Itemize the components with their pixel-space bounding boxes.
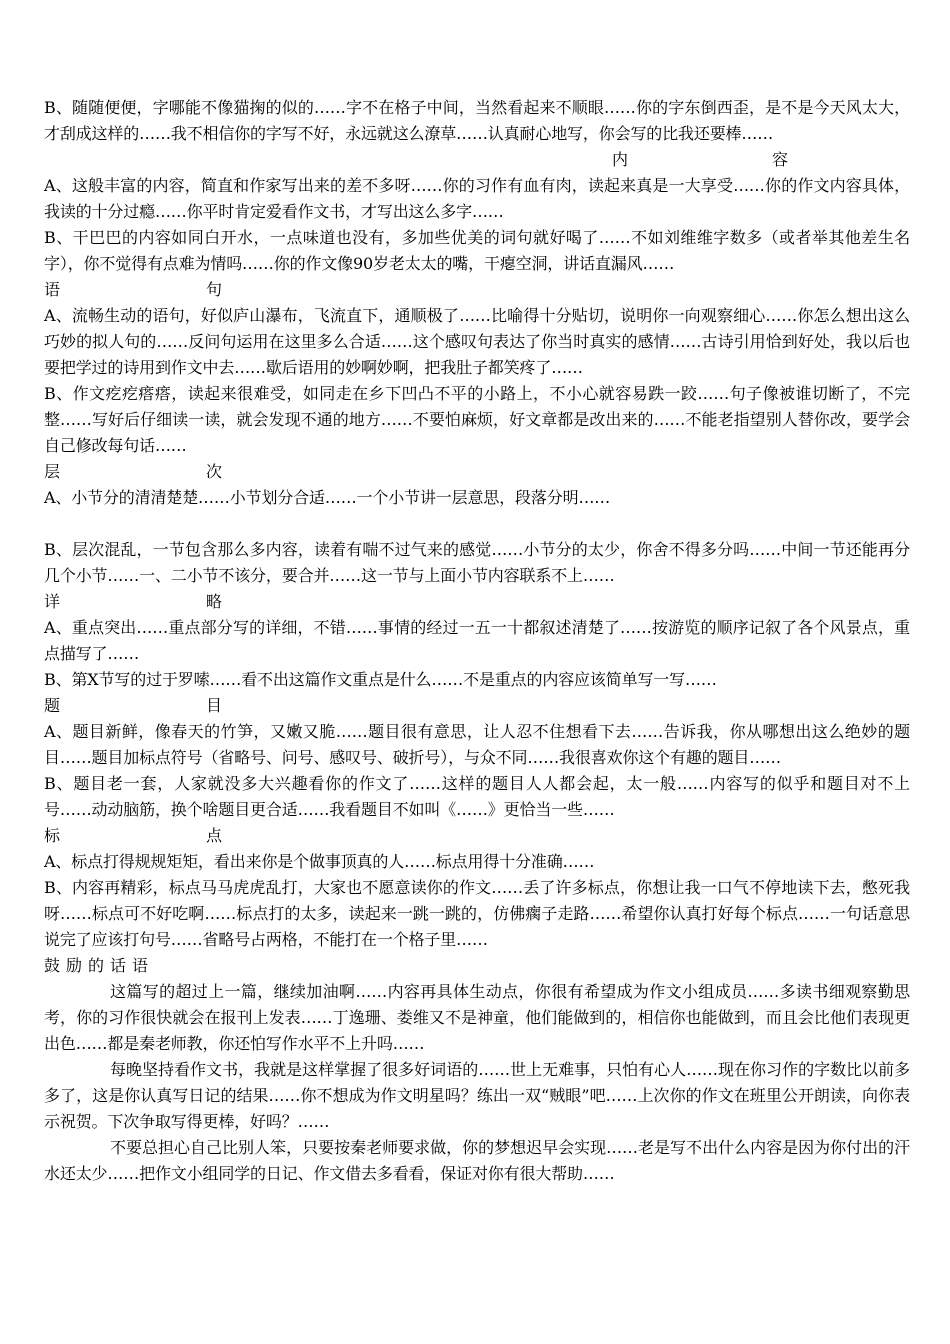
level-heading bbox=[44, 459, 910, 485]
encouragement-paragraph-2: 每晚坚持看作文书，我就是这样掌握了很多好词语的……世上无难事，只怕有心人……现在你习作的字数比以前多多了，这是你认真写日记的结果……你不想成为作文明星吗？练出一双“贼眼”吧……上次你的作文在班里公开朗读，向你表示祝贺。下次争取写得更棒，好吗？…… bbox=[44, 1060, 910, 1131]
detail-comment-a: A、重点突出……重点部分写的详细，不错……事情的经过一五一十都叙述清楚了……按游览的顺序记叙了各个风景点，重点描写了…… bbox=[44, 618, 910, 663]
punctuation-heading-char-1: 标 bbox=[44, 826, 61, 845]
title-heading-char-2: 目 bbox=[206, 696, 223, 715]
content-heading-char-2: 容 bbox=[772, 150, 789, 169]
encouragement-heading: 鼓励的话语 bbox=[44, 956, 155, 975]
sentence-comment-b: B、作文疙疙瘩瘩，读起来很难受，如同走在乡下凹凸不平的小路上，不小心就容易跌一跤……句子像被谁切断了，不完整……写好后仔细读一读，就会发现不通的地方……不要怕麻烦，好文章都是改出来的……不能老指望别人替你改，要学会自己修改每句话…… bbox=[44, 384, 910, 455]
detail-heading-char-2: 略 bbox=[206, 592, 223, 611]
title-heading bbox=[44, 693, 910, 719]
sentence-heading-char-1: 语 bbox=[44, 280, 61, 299]
title-comment-b: B、题目老一套，人家就没多大兴趣看你的作文了……这样的题目人人都会起，太一般……内容写的似乎和题目对不上号……动动脑筋，换个啥题目更合适……我看题目不如叫《……》更恰当一些…… bbox=[44, 774, 910, 819]
content-comment-a: A、这般丰富的内容，简直和作家写出来的差不多呀……你的习作有血有肉，读起来真是一大享受……你的作文内容具体，我读的十分过瘾……你平时肯定爱看作文书，才写出这么多字…… bbox=[44, 176, 910, 221]
punctuation-comment-b: B、内容再精彩，标点马马虎虎乱打，大家也不愿意读你的作文……丢了许多标点，你想让我一口气不停地读下去，憋死我呀……标点可不好吃啊……标点打的太多，读起来一跳一跳的，仿佛瘸子走路……希望你认真打好每个标点……一句话意思说完了应该打句号……省略号占两格，不能打在一个格子里…… bbox=[44, 878, 910, 949]
level-comment-b: B、层次混乱，一节包含那么多内容，读着有喘不过气来的感觉……小节分的太少，你舍不得多分吗……中间一节还能再分几个小节……一、二小节不该分，要合并……这一节与上面小节内容联系不上…… bbox=[44, 540, 910, 585]
sentence-heading-char-2: 句 bbox=[206, 280, 223, 299]
level-heading-char-2: 次 bbox=[206, 462, 223, 481]
title-comment-a: A、题目新鲜，像春天的竹笋，又嫩又脆……题目很有意思，让人忍不住想看下去……告诉我，你从哪想出这么绝妙的题目……题目加标点符号（省略号、问号、感叹号、破折号），与众不同……我很喜欢你这个有趣的题目…… bbox=[44, 722, 910, 767]
detail-comment-b: B、第X节写的过于罗嗦……看不出这篇作文重点是什么……不是重点的内容应该简单写一写…… bbox=[44, 670, 717, 689]
sentence-heading bbox=[44, 277, 910, 303]
punctuation-heading-char-2: 点 bbox=[206, 826, 223, 845]
level-comment-a: A、小节分的清清楚楚……小节划分合适……一个小节讲一层意思，段落分明…… bbox=[44, 488, 611, 507]
content-heading bbox=[44, 147, 910, 173]
writing-comment-b: B、随随便便，字哪能不像猫掬的似的……字不在格子中间，当然看起来不顺眼……你的字东倒西歪，是不是今天风太大，才刮成这样的……我不相信你的字写不好，永远就这么潦草……认真耐心地写，你会写的比我还要棒…… bbox=[44, 98, 910, 143]
punctuation-comment-a: A、标点打得规规矩矩，看出来你是个做事顶真的人……标点用得十分准确…… bbox=[44, 852, 595, 871]
encouragement-paragraph-3: 不要总担心自己比别人笨，只要按秦老师要求做，你的梦想迟早会实现……老是写不出什么内容是因为你付出的汗水还太少……把作文小组同学的日记、作文借去多看看，保证对你有很大帮助…… bbox=[44, 1138, 910, 1183]
content-comment-b: B、干巴巴的内容如同白开水，一点味道也没有，多加些优美的词句就好喝了……不如刘维维字数多（或者举其他差生名字），你不觉得有点难为情吗……你的作文像90岁老太太的嘴，干瘪空洞，讲话直漏风…… bbox=[44, 228, 910, 273]
level-heading-char-1: 层 bbox=[44, 462, 61, 481]
blank-line bbox=[44, 511, 910, 537]
sentence-comment-a: A、流畅生动的语句，好似庐山瀑布，飞流直下，通顺极了……比喻得十分贴切，说明你一向观察细心……你怎么想出这么巧妙的拟人句的……反问句运用在这里多么合适……这个感叹句表达了你当时真实的感情……古诗引用恰到好处，我以后也要把学过的诗用到作文中去……歇后语用的妙啊妙啊，把我肚子都笑疼了…… bbox=[44, 306, 910, 377]
encouragement-paragraph-1: 这篇写的超过上一篇，继续加油啊……内容再具体生动点，你很有希望成为作文小组成员……多读书细观察勤思考，你的习作很快就会在报刊上发表……丁逸珊、娄维又不是神童，他们能做到的，相信你也能做到，而且会比他们表现更出色……都是秦老师教，你还怕写作水平不上升吗…… bbox=[44, 982, 910, 1053]
detail-heading bbox=[44, 589, 910, 615]
detail-heading-char-1: 详 bbox=[44, 592, 61, 611]
punctuation-heading bbox=[44, 823, 910, 849]
title-heading-char-1: 题 bbox=[44, 696, 61, 715]
document-page bbox=[44, 95, 910, 1187]
content-heading-char-1: 内 bbox=[612, 150, 629, 169]
